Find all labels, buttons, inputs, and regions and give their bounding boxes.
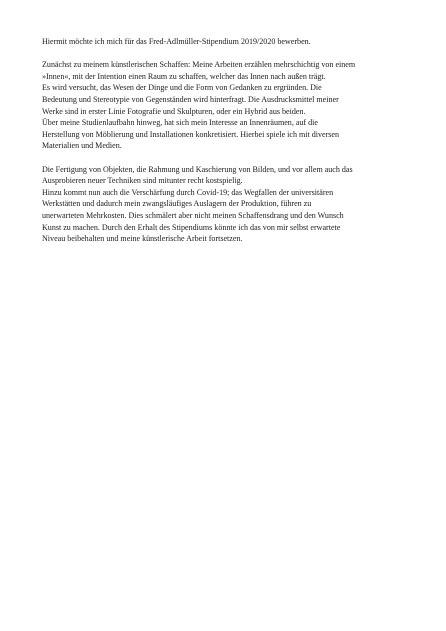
text-line: Bedeutung und Stereotypie von Gegenständen wird hinterfragt. Die Ausdrucksmittel meiner [42, 94, 339, 104]
text-line: Materialien und Medien. [42, 141, 122, 151]
paragraph-spacer [42, 48, 412, 60]
intro-paragraph [42, 36, 412, 48]
text-line: Über meine Studienlaufbahn hinweg, hat sich mein Interesse an Innenräumen, auf die [42, 118, 318, 128]
artistic-work-paragraph [42, 59, 412, 152]
text-line: Kunst zu machen. Durch den Erhalt des Stipendiums könnte ich das von mir selbst erwartete [42, 222, 341, 232]
text-line: Werke sind in erster Linie Fotografie und Skulpturen, oder ein Hybrid aus beiden. [42, 106, 306, 116]
text-line: Ausprobieren neuer Techniken sind mitunter recht kostspielig. [42, 176, 243, 186]
text-line: Werkstätten und dadurch mein zwangsläufiges Auslagern der Produktion, führen zu [42, 199, 312, 209]
intro-line: Hiermit möchte ich mich für das Fred-Adlmüller-Stipendium 2019/2020 bewerben. [42, 37, 311, 46]
text-line: Herstellung von Möblierung und Installationen konkretisiert. Hierbei spiele ich mit diversen [42, 129, 339, 139]
text-line: unerwarteten Mehrkosten. Dies schmälert aber nicht meinen Schaffensdrang und den Wunsch [42, 210, 344, 220]
text-line: »Innen«, mit der Intention einen Raum zu schaffen, welcher das Innen nach außen trägt. [42, 71, 326, 81]
text-line: Zunächst zu meinem künstlerischen Schaffen: Meine Arbeiten erzählen mehrschichtig von einem [42, 60, 356, 70]
paragraph-spacer [42, 152, 412, 164]
text-line: Die Fertigung von Objekten, die Rahmung und Kaschierung von Bilden, und vor allem auch das [42, 164, 353, 174]
costs-paragraph [42, 164, 412, 245]
text-line: Es wird versucht, das Wesen der Dinge und die Form von Gedanken zu ergründen. Die [42, 83, 322, 93]
letter-body [42, 36, 412, 245]
text-line: Hinzu kommt nun auch die Verschärfung durch Covid-19; das Wegfallen der universitären [42, 187, 334, 197]
text-line: Niveau beibehalten und meine künstlerische Arbeit fortsetzen. [42, 234, 243, 244]
